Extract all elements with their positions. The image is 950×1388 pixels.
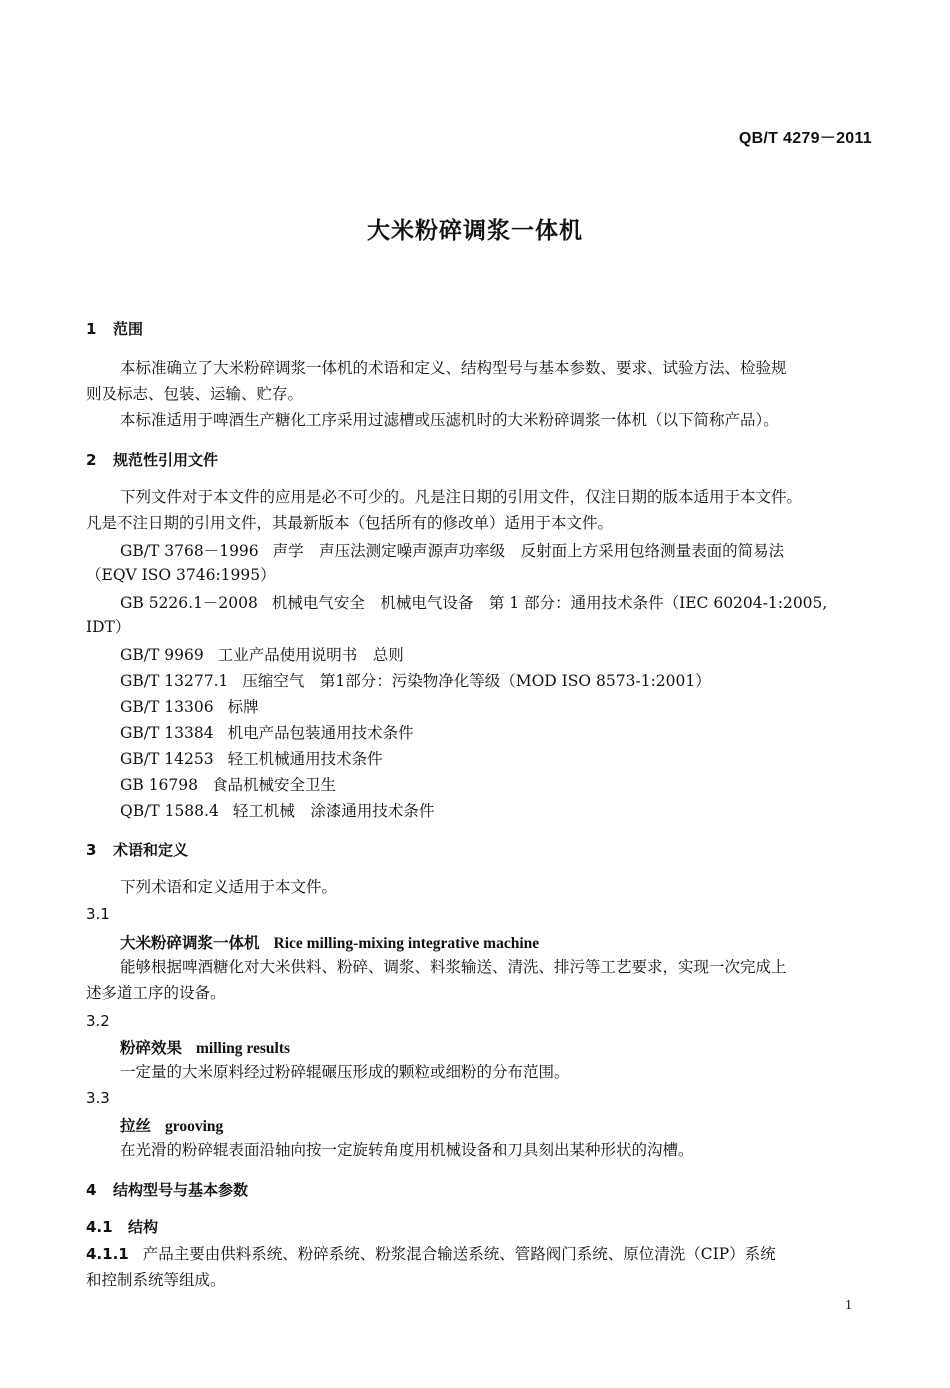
term-number: 3.1 <box>86 905 110 923</box>
document-title: 大米粉碎调浆一体机 <box>367 218 583 244</box>
reference-code: GB/T 3768－1996 <box>120 542 259 560</box>
section-title: 规范性引用文件 <box>113 451 219 469</box>
reference-item <box>120 539 784 561</box>
section-title: 结构型号与基本参数 <box>113 1181 249 1199</box>
reference-title: 轻工机械 涂漆通用技术条件 <box>232 802 435 820</box>
section-number: 1 <box>86 320 97 338</box>
reference-item <box>120 695 259 717</box>
reference-code: GB/T 13384 <box>120 724 214 742</box>
item-text: 产品主要由供料系统、粉碎系统、粉浆混合输送系统、管路阀门系统、原位清洗（CIP）系统 <box>142 1245 776 1263</box>
s2-intro-line2: 凡是不注日期的引用文件，其最新版本（包括所有的修改单）适用于本文件。 <box>86 514 614 532</box>
reference-continuation: IDT） <box>86 618 131 636</box>
reference-item <box>120 591 827 613</box>
s1-para1-line2: 则及标志、包装、运输、贮存。 <box>86 385 304 403</box>
term-definition: 在光滑的粉碎辊表面沿轴向按一定旋转角度用机械设备和刀具刻出某种形状的沟槽。 <box>120 1141 694 1159</box>
reference-title: 轻工机械通用技术条件 <box>227 750 383 768</box>
term-definition-cont: 述多道工序的设备。 <box>86 984 226 1002</box>
reference-item <box>120 721 414 743</box>
reference-item <box>120 773 336 795</box>
subsection-number: 4.1 <box>86 1218 113 1236</box>
term-en: milling results <box>196 1040 291 1057</box>
term-heading <box>120 1114 223 1136</box>
term-zh: 大米粉碎调浆一体机 <box>120 934 260 952</box>
reference-title: 压缩空气 第1部分：污染物净化等级（MOD ISO 8573-1:2001） <box>242 672 711 690</box>
reference-title: 声学 声压法测定噪声源声功率级 反射面上方采用包络测量表面的简易法 <box>272 542 785 560</box>
item-4-1-1-line2: 和控制系统等组成。 <box>86 1271 226 1289</box>
s2-intro-line1: 下列文件对于本文件的应用是必不可少的。凡是注日期的引用文件，仅注日期的版本适用于本文件。 <box>120 488 803 506</box>
section-2-heading <box>86 449 218 470</box>
section-3-heading <box>86 839 188 860</box>
section-number: 2 <box>86 451 97 469</box>
term-zh: 拉丝 <box>120 1117 152 1135</box>
section-title: 范围 <box>113 320 144 338</box>
term-heading <box>120 1036 290 1058</box>
term-zh: 粉碎效果 <box>120 1039 183 1057</box>
reference-code: GB/T 13306 <box>120 698 214 716</box>
subsection-title: 结构 <box>128 1218 159 1236</box>
reference-item <box>120 669 711 691</box>
reference-code: GB/T 9969 <box>120 646 204 664</box>
reference-code: QB/T 1588.4 <box>120 802 219 820</box>
section-title: 术语和定义 <box>113 841 189 859</box>
reference-item <box>120 747 383 769</box>
section-number: 3 <box>86 841 97 859</box>
s1-para1-line1: 本标准确立了大米粉碎调浆一体机的术语和定义、结构型号与基本参数、要求、试验方法、检验规 <box>120 359 787 377</box>
s3-intro: 下列术语和定义适用于本文件。 <box>120 878 338 896</box>
reference-code: GB/T 14253 <box>120 750 214 768</box>
term-definition: 能够根据啤酒糖化对大米供料、粉碎、调浆、料浆输送、清洗、排污等工艺要求，实现一次完成上 <box>120 958 787 976</box>
item-number: 4.1.1 <box>86 1245 129 1263</box>
term-en: Rice milling-mixing integrative machine <box>273 935 540 952</box>
section-number: 4 <box>86 1181 97 1199</box>
reference-code: GB 16798 <box>120 776 199 794</box>
standard-code: QB/T 4279－2011 <box>738 130 872 147</box>
term-number: 3.3 <box>86 1089 110 1107</box>
term-definition: 一定量的大米原料经过粉碎辊碾压形成的颗粒或细粉的分布范围。 <box>120 1063 570 1081</box>
reference-code: GB/T 13277.1 <box>120 672 229 690</box>
reference-title: 标牌 <box>227 698 259 716</box>
reference-title: 工业产品使用说明书 总则 <box>217 646 404 664</box>
reference-continuation: （EQV ISO 3746:1995） <box>86 566 276 584</box>
term-en: grooving <box>165 1118 224 1135</box>
reference-item <box>120 799 434 821</box>
item-4-1-1-line1 <box>86 1241 776 1267</box>
term-heading <box>120 931 539 953</box>
s1-para2: 本标准适用于啤酒生产糖化工序采用过滤槽或压滤机时的大米粉碎调浆一体机（以下简称产品）。 <box>120 411 779 429</box>
reference-title: 食品机械安全卫生 <box>212 776 337 794</box>
reference-title: 机械电气安全 机械电气设备 第 1 部分：通用技术条件（IEC 60204-1:2005, <box>271 594 828 612</box>
reference-code: GB 5226.1－2008 <box>120 594 258 612</box>
reference-item <box>120 643 404 665</box>
reference-title: 机电产品包装通用技术条件 <box>227 724 414 742</box>
subsection-4-1-heading <box>86 1216 158 1237</box>
section-1-heading <box>86 318 143 339</box>
section-4-heading <box>86 1179 248 1200</box>
term-number: 3.2 <box>86 1012 110 1030</box>
page-number: 1 <box>845 1298 852 1313</box>
